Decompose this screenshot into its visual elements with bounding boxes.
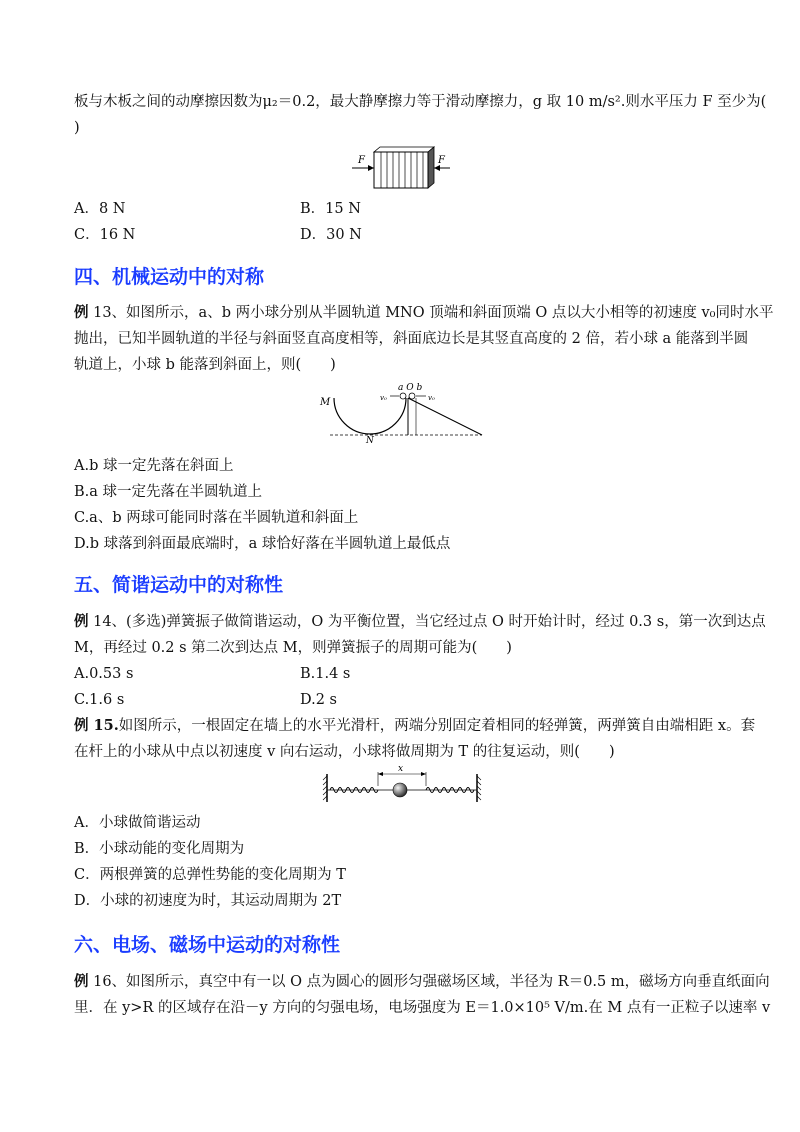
q14-option-a: A.0.53 s <box>74 666 134 682</box>
q13-text-line-2: 抛出，已知半圆轨道的半径与斜面竖直高度相等，斜面底边长是其竖直高度的 2 倍，若小球 a 能落到半圆 <box>74 331 749 347</box>
section-heading-6: 六、电场、磁场中运动的对称性 <box>74 934 341 956</box>
point-m-label: M <box>320 397 331 408</box>
q13-option-d: D.b 球落到斜面最底端时，a 球恰好落在半圆轨道上最低点 <box>74 536 451 552</box>
q15-option-a: A．小球做简谐运动 <box>74 815 201 831</box>
example-label: 例 <box>74 973 89 990</box>
q14-option-b: B.1.4 s <box>300 666 351 682</box>
q16-text-line-1 <box>74 972 770 992</box>
ball-a <box>400 393 406 399</box>
section-heading-4: 四、机械运动中的对称 <box>74 266 265 288</box>
q13-option-c: C.a、b 两球可能同时落在半圆轨道和斜面上 <box>74 510 359 526</box>
example-label: 例 <box>74 613 89 630</box>
q12-option-b: B．15 N <box>300 201 361 217</box>
incline <box>408 398 482 435</box>
q14-option-d: D.2 s <box>300 692 337 708</box>
q13-line-1-body: 13、如图所示，a、b 两小球分别从半圆轨道 MNO 顶端和斜面顶端 O 点以大小相等的初速度 v₀同时水平 <box>88 305 774 321</box>
q14-line-1-body: 14、(多选)弹簧振子做简谐运动，O 为平衡位置，当它经过点 O 时开始计时，经过 0.3 s，第一次到达点 <box>88 614 766 630</box>
ball-b <box>409 393 415 399</box>
semicircle-track <box>334 398 406 434</box>
v0-left-label: v₀ <box>380 394 387 402</box>
example-label: 例 15. <box>74 717 119 734</box>
q15-option-d: D．小球的初速度为时，其运动周期为 2T <box>74 893 342 909</box>
q12-text-line-1: 板与木板之间的动摩擦因数为μ₂＝0.2，最大静摩擦力等于滑动摩擦力，g 取 10 m/s².则水平压力 F 至少为( <box>74 94 767 110</box>
q13-track-figure <box>316 380 488 448</box>
example-label: 例 <box>74 304 89 321</box>
force-label-left: F <box>358 155 365 166</box>
q15-text-line-1 <box>74 716 756 736</box>
q15-option-c: C．两根弹簧的总弹性势能的变化周期为 T <box>74 867 346 883</box>
q12-option-c: C．16 N <box>74 227 136 243</box>
board-stack <box>374 152 428 188</box>
q12-option-d: D．30 N <box>300 227 362 243</box>
q14-text-line-2: M，再经过 0.2 s 第二次到达点 M，则弹簧振子的周期可能为( ) <box>74 640 512 656</box>
section-heading-5: 五、简谐运动中的对称性 <box>74 574 284 596</box>
q15-text-line-2: 在杆上的小球从中点以初速度 v 向右运动，小球将做周期为 T 的往复运动，则( ) <box>74 744 615 760</box>
q15-line-1-body: 如图所示，一根固定在墙上的水平光滑杆，两端分别固定着相同的轻弹簧，两弹簧自由端相距 x。套 <box>118 718 756 734</box>
q12-board-figure <box>352 146 452 192</box>
q14-option-c: C.1.6 s <box>74 692 125 708</box>
point-n-label: N <box>366 436 374 446</box>
aob-label: a O b <box>398 383 423 393</box>
q12-text-line-2: ) <box>74 120 80 136</box>
q12-option-a: A．8 N <box>74 201 126 217</box>
distance-x-label: x <box>398 764 404 774</box>
q14-text-line-1 <box>74 612 766 632</box>
force-label-right: F <box>438 155 445 166</box>
ball <box>393 783 407 797</box>
q15-spring-figure <box>322 764 482 806</box>
q16-text-line-2: 里．在 y>R 的区域存在沿－y 方向的匀强电场，电场强度为 E＝1.0×10⁵ V/m.在 M 点有一正粒子以速率 v <box>74 1000 771 1016</box>
q13-text-line-3: 轨道上，小球 b 能落到斜面上，则( ) <box>74 357 336 373</box>
q13-option-b: B.a 球一定先落在半圆轨道上 <box>74 484 263 500</box>
q13-option-a: A.b 球一定先落在斜面上 <box>74 458 234 474</box>
v0-right-label: v₀ <box>428 394 435 402</box>
q13-text-line-1 <box>74 303 774 323</box>
q16-line-1-body: 16、如图所示，真空中有一以 O 点为圆心的圆形匀强磁场区域，半径为 R＝0.5 m，磁场方向垂直纸面向 <box>88 974 770 990</box>
q15-option-b: B．小球动能的变化周期为 <box>74 841 245 857</box>
